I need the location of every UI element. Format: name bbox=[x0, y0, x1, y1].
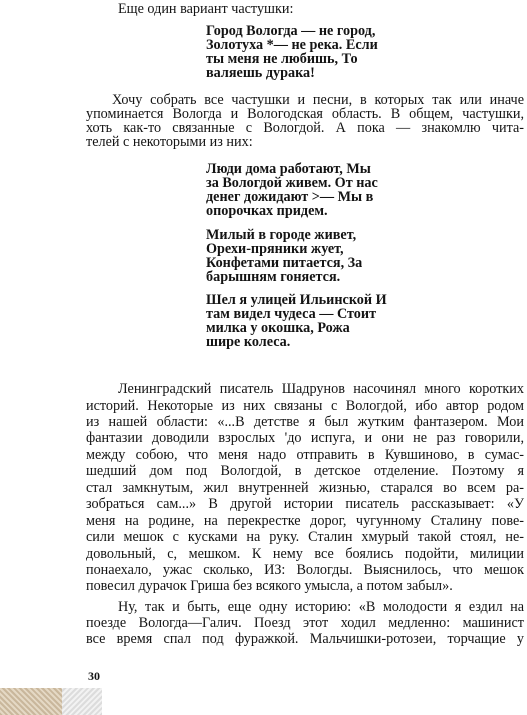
paragraph-line: между собою, что меня надо отправить в Кувшиново, в сумас- bbox=[86, 447, 524, 463]
paragraph-line: поезде Вологда—Галич. Поезд этот ходил медленно: машинист bbox=[86, 615, 524, 631]
verse-line: Милый в городе живет, bbox=[206, 227, 357, 243]
paragraph-line: Хочу собрать все частушки и песни, в которых так или иначе bbox=[112, 92, 524, 108]
paragraph-line: Ленинградский писатель Шадрунов насочинял много коротких bbox=[118, 381, 524, 397]
paragraph-line: все время спал под фуражкой. Мальчишки-ротозеи, торчащие у bbox=[86, 631, 524, 647]
paragraph-line: довольный, с, мешком. К нему все боялись подойти, милиции bbox=[86, 546, 524, 562]
verse-line: барышням гоняется. bbox=[206, 269, 341, 285]
verse-line: милка у окошка, Рожа bbox=[206, 320, 350, 336]
paragraph-line: хоть как-то связанные с Вологдой. А пока — знакомлю чита- bbox=[86, 120, 524, 136]
paragraph-line: из нашей области: «...В детстве я был жутким фантазером. Мои bbox=[86, 414, 524, 430]
verse-line: Шел я улицей Ильинской И bbox=[206, 292, 387, 308]
paragraph-line: понаехало, ужас сколько, ИЗ: Вологды. Выяснилось, что мешок bbox=[86, 562, 524, 578]
paragraph-line: Ну, так и быть, еще одну историю: «В молодости я ездил на bbox=[118, 599, 524, 615]
paragraph-line: сили мешок с кусками на руку. Сталин хмурый такой стоял, не- bbox=[86, 529, 524, 545]
paragraph-line: историй. Некоторые из них связаны с Вологдой, ибо автор родом bbox=[86, 398, 524, 414]
paragraph-line: упоминается Вологда и Вологодская область. В общем, частушки, bbox=[86, 106, 524, 122]
verse-line: Орехи-пряники жует, bbox=[206, 241, 344, 257]
verse-line: Золотуха *— не река. Если bbox=[206, 37, 378, 53]
paragraph-line: шедший дом под Вологдой, в детское отделение. Поэтому я bbox=[86, 463, 524, 479]
verse-line: Город Вологда — не город, bbox=[206, 23, 376, 39]
page-thumbnail-strip bbox=[0, 688, 102, 715]
page-number: 30 bbox=[88, 669, 100, 683]
verse-line: Люди дома работают, Мы bbox=[206, 161, 371, 177]
intro-line: Еще один вариант частушки: bbox=[118, 1, 294, 17]
paragraph-line: стал замкнутым, жил внутренней жизнью, старался во всем ра- bbox=[86, 480, 524, 496]
verse-line: там видел чудеса — Стоит bbox=[206, 306, 377, 322]
verse-line: шире колеса. bbox=[206, 334, 291, 350]
verse-line: опорочках придем. bbox=[206, 203, 328, 219]
verse-line: валяешь дурака! bbox=[206, 65, 315, 81]
paragraph-line: повесил дурачок Гриша без всякого умысла, а потом забыл». bbox=[86, 578, 453, 594]
paragraph-line: фантазии доводили взрослых 'до испуга, и они не раз говорили, bbox=[86, 430, 524, 446]
verse-line: ты меня не любишь, То bbox=[206, 51, 358, 67]
paragraph-line: телей с некоторыми из них: bbox=[86, 134, 253, 150]
paragraph-line: меня на родине, на перекрестке дорог, чугунному Сталину пове- bbox=[86, 513, 524, 529]
verse-line: за Вологдой живем. От нас bbox=[206, 175, 378, 191]
verse-line: денег дожидают >— Мы в bbox=[206, 189, 374, 205]
verse-line: Конфетами питается, За bbox=[206, 255, 363, 271]
paragraph-line: зобраться сам...» В другой истории писатель рассказывает: «У bbox=[86, 496, 524, 512]
